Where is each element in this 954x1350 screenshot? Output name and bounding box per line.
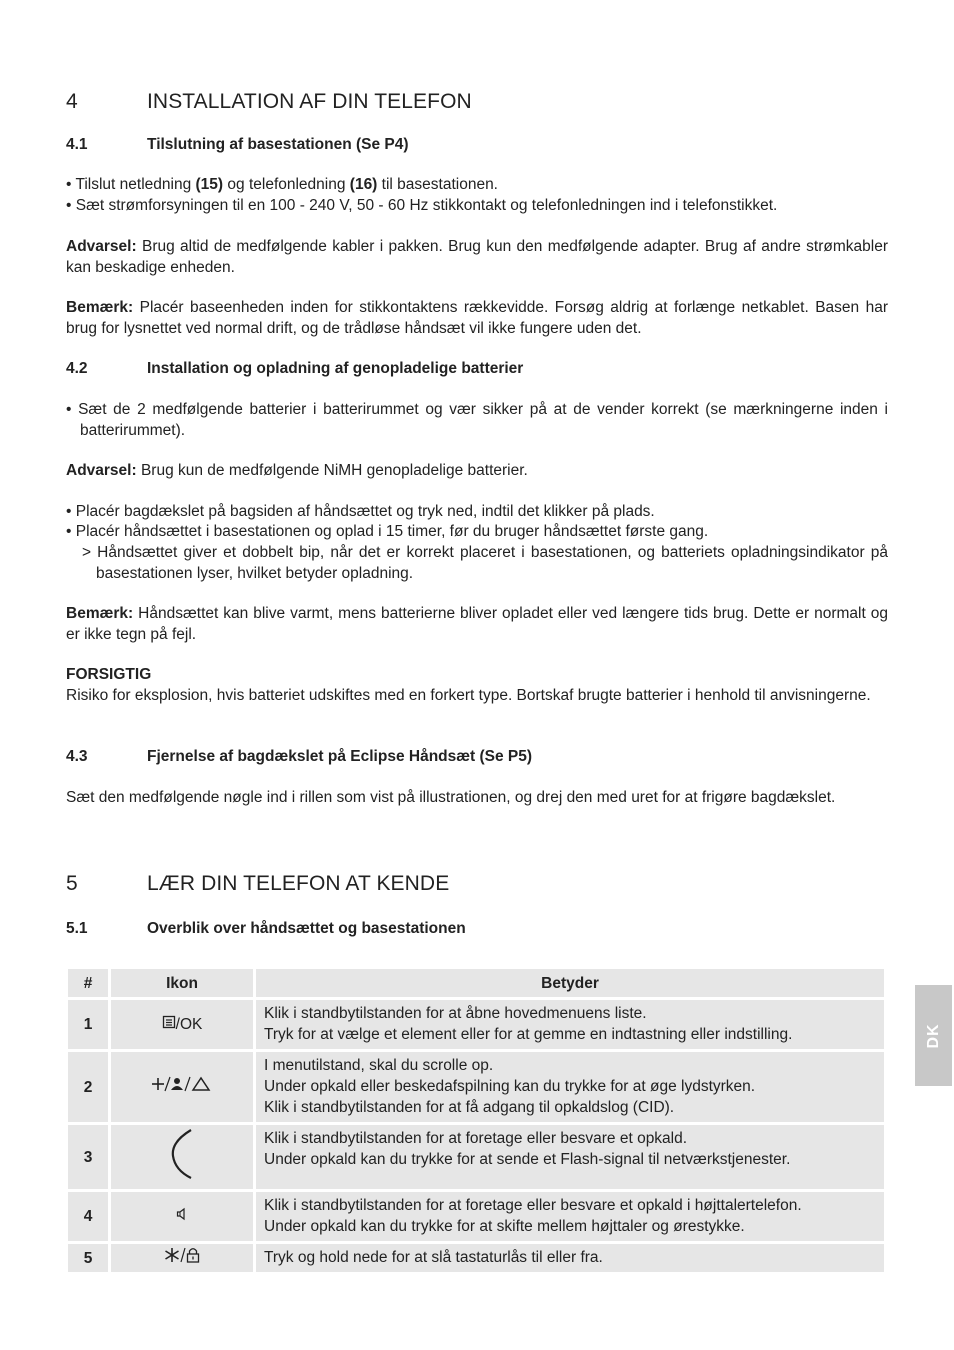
row-description: Tryk og hold nede for at slå tastaturlås til eller fra. [256, 1244, 884, 1272]
table-header-cell: Betyder [256, 969, 884, 997]
talk-icon [169, 1128, 195, 1186]
table-row [68, 1000, 884, 1049]
subsection-number: 5.1 [66, 920, 88, 937]
table-header-cell: Ikon [111, 969, 253, 997]
note-paragraph-base: Bemærk: Placér baseenheden inden for stikkontaktens rækkevidde. Forsøg aldrig at forlænge netkablet. Basen har brug for lysnettet ved normal drift, og de trådløse håndsæt vil ikke fungere uden det. [66, 299, 888, 337]
subsection-title: Tilslutning af basestationen (Se P4) [147, 136, 409, 153]
section-number: 5 [66, 872, 78, 895]
row-description: I menutilstand, skal du scrolle op. Under opkald eller beskedafspilning kan du trykke for at øge lydstyrken. Klik i standbytilstanden for at få adgang til opkaldslog (CID). [256, 1052, 884, 1122]
paragraph-remove-cover: Sæt den medfølgende nøgle ind i rillen som vist på illustrationen, og drej den med uret for at frigøre bagdækslet. [66, 789, 836, 806]
table-row [68, 1125, 884, 1189]
subsection-number: 4.2 [66, 360, 88, 377]
caution-block [66, 665, 888, 706]
subsection-title: Overblik over håndsættet og basestationen [147, 920, 466, 937]
language-tab-label: DK [924, 1022, 942, 1049]
row-number: 2 [68, 1052, 108, 1122]
table-row [68, 1052, 884, 1122]
row-description: Klik i standbytilstanden for at foretage eller besvare et opkald. Under opkald kan du trykke for at sende et Flash-signal til netværkstjenester. [256, 1125, 884, 1189]
section-number: 4 [66, 90, 78, 113]
caution-text: Risiko for eksplosion, hvis batteriet udskiftes med en forkert type. Bortskaf brugte batterier i henhold til anvisningerne. [66, 686, 871, 704]
row-icon-cell [111, 1125, 253, 1189]
subsection-title: Fjernelse af bagdækslet på Eclipse Håndsæt (Se P5) [147, 748, 533, 765]
row-icon-cell [111, 1052, 253, 1122]
bullet-charge: • Placér håndsættet i basestationen og oplad i 15 timer, før du bruger håndsættet første gang. [66, 523, 709, 540]
language-side-tab [915, 985, 952, 1086]
speaker-icon [176, 1206, 188, 1227]
warning-paragraph-batteries: Advarsel: Brug kun de medfølgende NiMH genopladelige batterier. [66, 462, 528, 479]
row-icon-cell [111, 1000, 253, 1049]
menu-icon [162, 1014, 176, 1035]
sub-item-double-beep: > Håndsættet giver et dobbelt bip, når det er korrekt placeret i basestationen, og batteriets opladningsindikator på basestationen lyser, hvilket betyder opladning. [82, 544, 888, 582]
subsection-number: 4.1 [66, 136, 88, 153]
row-icon-cell [111, 1192, 253, 1241]
table-row [68, 1244, 884, 1272]
note-paragraph-heat: Bemærk: Håndsættet kan blive varmt, mens batterierne bliver opladet eller ved længere tids brug. Dette er normalt og er ikke tegn på fejl. [66, 605, 888, 643]
table-header-cell: # [68, 969, 108, 997]
section-title: INSTALLATION AF DIN TELEFON [147, 90, 472, 113]
ok-label: /OK [175, 1015, 203, 1033]
bullet-connect-cables: • Tilslut netledning (15) og telefonledning (16) til basestationen. [66, 176, 498, 193]
table-header-row [68, 969, 884, 997]
bullet-insert-batteries: • Sæt de 2 medfølgende batterier i batterirummet og vær sikker på at de vender korrekt (se mærkningerne inden i batterirummet). [66, 401, 888, 439]
row-number: 3 [68, 1125, 108, 1189]
row-description: Klik i standbytilstanden for at foretage eller besvare et opkald i højttalertelefon. Under opkald kan du trykke for at skifte mellem højttaler og ørestykke. [256, 1192, 884, 1241]
row-description: Klik i standbytilstanden for at åbne hovedmenuens liste. Tryk for at vælge et element eller for at gemme en indtastning eller indstilling. [256, 1000, 884, 1049]
row-number: 1 [68, 1000, 108, 1049]
bullet-back-cover: • Placér bagdækslet på bagsiden af håndsættet og tryk ned, indtil det klikker på plads. [66, 503, 655, 520]
row-number: 4 [68, 1192, 108, 1241]
subsection-title: Installation og opladning af genopladelige batterier [147, 360, 524, 377]
subsection-number: 4.3 [66, 748, 88, 765]
plus-contact-up-icon [151, 1075, 213, 1099]
table-row [68, 1192, 884, 1241]
icon-table [65, 966, 887, 1275]
row-number: 5 [68, 1244, 108, 1272]
star-lock-icon [163, 1246, 201, 1270]
section-title: LÆR DIN TELEFON AT KENDE [147, 872, 450, 895]
row-icon-cell [111, 1244, 253, 1272]
bullet-power-supply: • Sæt strømforsyningen til en 100 - 240 V, 50 - 60 Hz stikkontakt og telefonledningen ind i telefonstikket. [66, 197, 778, 214]
caution-label: FORSIGTIG [66, 666, 152, 683]
warning-paragraph-cables: Advarsel: Brug altid de medfølgende kabler i pakken. Brug kun den medfølgende adapter. Brug af andre strømkabler kan beskadige enheden. [66, 238, 888, 276]
